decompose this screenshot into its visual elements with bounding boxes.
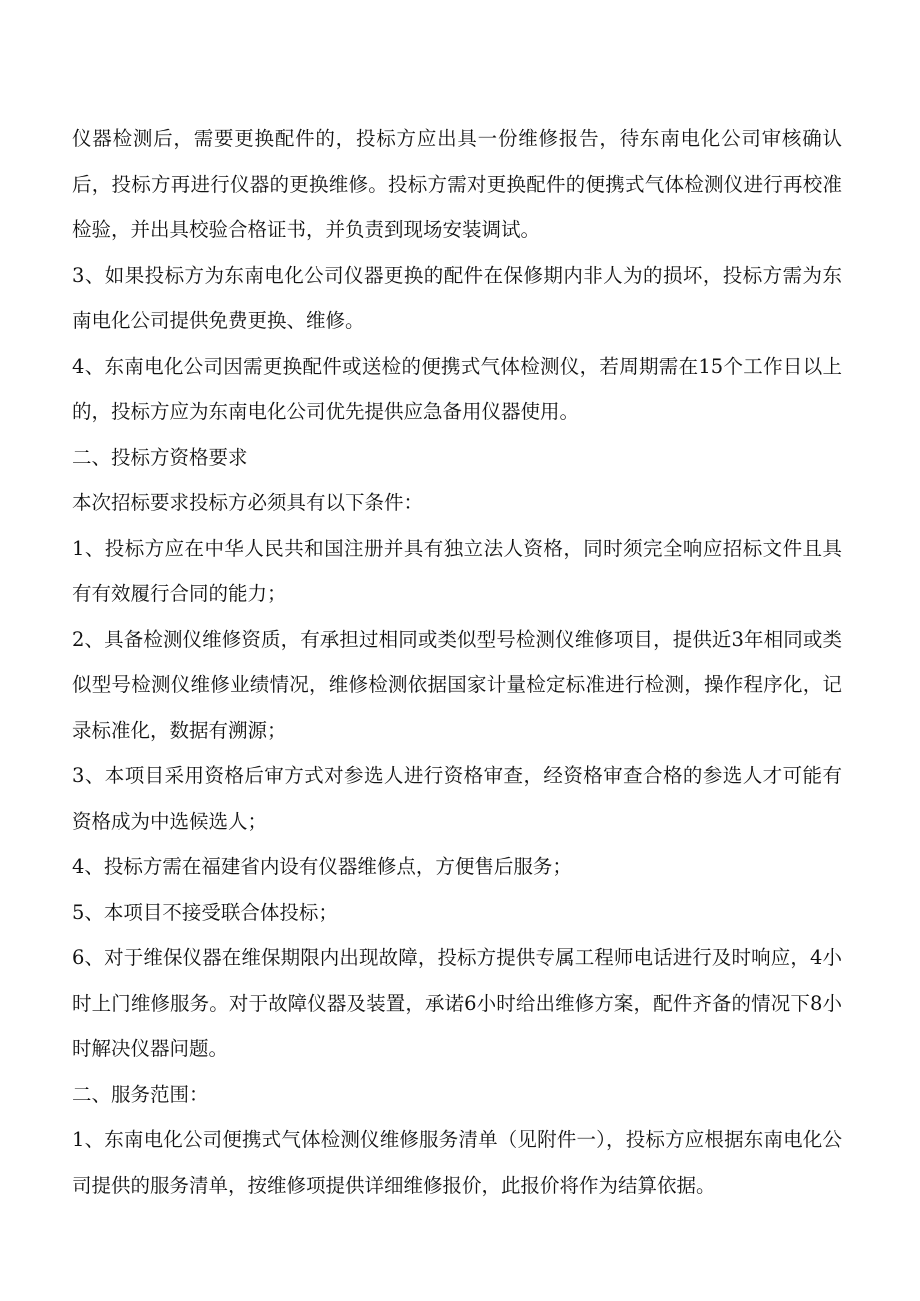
paragraph-qualification-1: 1、投标方应在中华人民共和国注册并具有独立法人资格，同时须完全响应招标文件且具有有效履行合同的能力； — [72, 536, 842, 605]
section-heading-service-scope: 二、服务范围： — [72, 1082, 209, 1106]
paragraph-qualification-6: 6、对于维保仪器在维保期限内出现故障，投标方提供专属工程师电话进行及时响应，4小时上门维修服务。对于故障仪器及装置，承诺6小时给出维修方案，配件齐备的情况下8小时解决仪器问题。 — [72, 946, 842, 1060]
paragraph-qualification-4: 4、投标方需在福建省内设有仪器维修点，方便售后服务； — [72, 855, 572, 878]
paragraph-qualification-2: 2、具备检测仪维修资质，有承担过相同或类似型号检测仪维修项目，提供近3年相同或类似型号检测仪维修业绩情况，维修检测依据国家计量检定标准进行检测，操作程序化，记录标准化，数据有溯源； — [72, 627, 842, 742]
paragraph-conditions-intro: 本次招标要求投标方必须具有以下条件： — [72, 491, 424, 514]
paragraph-item-3-warranty: 3、如果投标方为东南电化公司仪器更换的配件在保修期内非人为的损坏，投标方需为东南电化公司提供免费更换、维修。 — [72, 263, 842, 332]
paragraph-qualification-3: 3、本项目采用资格后审方式对参选人进行资格审查，经资格审查合格的参选人才可能有资格成为中选候选人； — [72, 764, 842, 833]
paragraph-service-scope-1: 1、东南电化公司便携式气体检测仪维修服务清单（见附件一），投标方应根据东南电化公司提供的服务清单，按维修项提供详细维修报价，此报价将作为结算依据。 — [72, 1128, 842, 1197]
paragraph-item-4-backup: 4、东南电化公司因需更换配件或送检的便携式气体检测仪，若周期需在15个工作日以上的，投标方应为东南电化公司优先提供应急备用仪器使用。 — [72, 354, 842, 423]
paragraph-inspection-replacement: 仪器检测后，需要更换配件的，投标方应出具一份维修报告，待东南电化公司审核确认后，投标方再进行仪器的更换维修。投标方需对更换配件的便携式气体检测仪进行再校准检验，并出具校验合格证书，并负责到现场安装调试。 — [72, 127, 842, 241]
paragraph-qualification-5: 5、本项目不接受联合体投标； — [72, 900, 338, 924]
section-heading-qualifications: 二、投标方资格要求 — [72, 445, 248, 469]
document-body — [72, 116, 842, 1208]
